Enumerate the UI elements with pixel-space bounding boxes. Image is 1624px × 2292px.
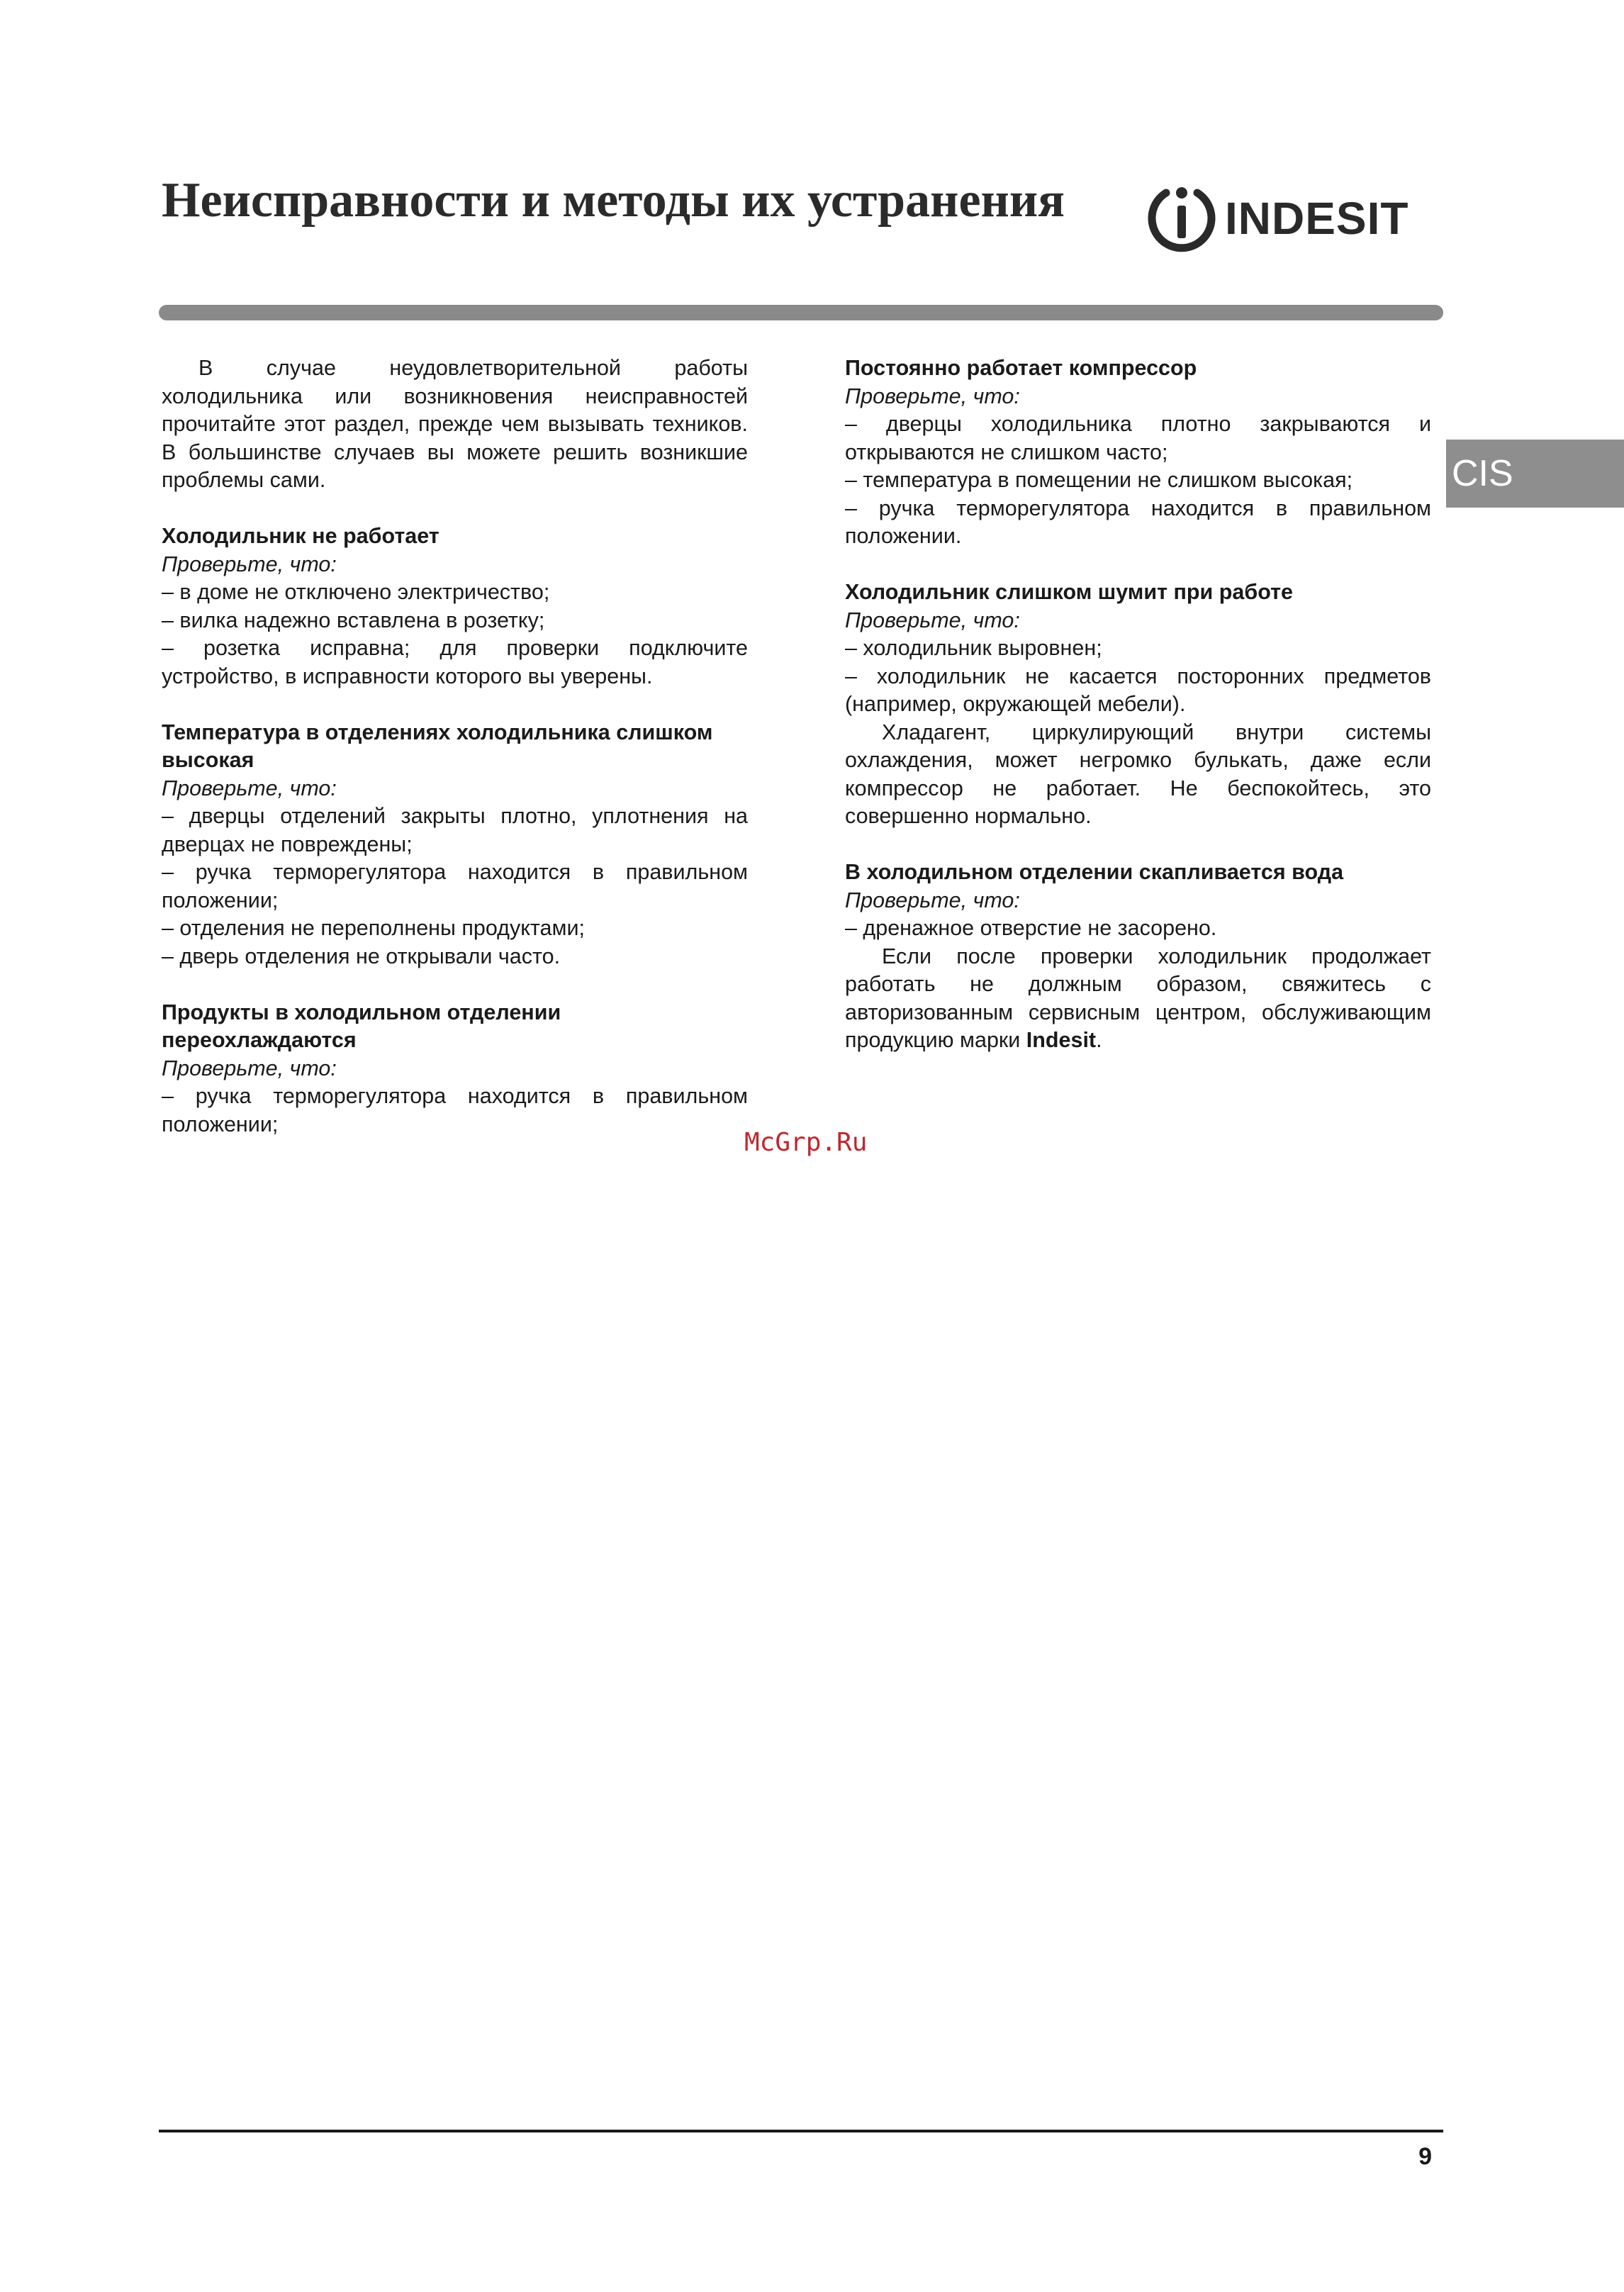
section-check-label: Проверьте, что:: [845, 384, 1020, 408]
section-heading: В холодильном отделении скапливается вода: [845, 860, 1344, 884]
section-not-working: [162, 522, 748, 691]
section-heading: Холодильник не работает: [162, 524, 439, 548]
list-item: – ручка терморегулятора находится в правильном положении;: [162, 860, 748, 912]
section-water: [845, 859, 1431, 943]
section-heading: Постоянно работает компрессор: [845, 356, 1197, 380]
list-item: – в доме не отключено электричество;: [162, 580, 550, 604]
section-heading: Температура в отделениях холодильника слишком высокая: [162, 720, 713, 772]
list-item: – холодильник не касается посторонних предметов (например, окружающей мебели).: [845, 664, 1431, 716]
page-number: 9: [1418, 2143, 1432, 2170]
section-temperature-high: [162, 719, 748, 971]
intro-paragraph: В случае неудовлетворительной работы холодильника или возникновения неисправностей прочитайте этот раздел, прежде чем вызывать техников. В большинстве случаев вы можете решить возникшие проблемы сами.: [162, 356, 748, 492]
section-heading: Холодильник слишком шумит при работе: [845, 580, 1293, 604]
section-check-label: Проверьте, что:: [162, 776, 337, 800]
list-item: – дверцы отделений закрыты плотно, уплотнения на дверцах не повреждены;: [162, 804, 748, 856]
header-divider: [159, 305, 1443, 320]
list-item: – ручка терморегулятора находится в правильном положении.: [845, 496, 1431, 548]
section-overcooling: [162, 999, 748, 1139]
closing-end: .: [1096, 1028, 1102, 1052]
section-check-label: Проверьте, что:: [162, 1056, 337, 1080]
footer-divider: [159, 2130, 1443, 2132]
list-item: – температура в помещении не слишком высокая;: [845, 468, 1353, 492]
closing-paragraph: [845, 943, 1431, 1055]
page-title: Неисправности и методы их устранения: [162, 173, 1065, 228]
section-note: Хладагент, циркулирующий внутри системы охлаждения, может негромко булькать, даже если компрессор не работает. Не беспокойтесь, это совершенно нормально.: [845, 720, 1431, 828]
watermark: McGrp.Ru: [744, 1128, 868, 1157]
right-column: [845, 354, 1431, 1055]
section-heading: Продукты в холодильном отделении переохлаждаются: [162, 1000, 561, 1052]
section-check-label: Проверьте, что:: [845, 608, 1020, 632]
section-check-label: Проверьте, что:: [845, 888, 1020, 912]
list-item: – дверь отделения не открывали часто.: [162, 944, 561, 968]
indesit-power-logo-icon: [1143, 179, 1221, 257]
closing-brand: Indesit: [1026, 1028, 1097, 1052]
left-column: [162, 354, 748, 1139]
list-item: – дренажное отверстие не засорено.: [845, 916, 1217, 940]
section-noise: [845, 578, 1431, 831]
section-check-label: Проверьте, что:: [162, 552, 337, 576]
list-item: – розетка исправна; для проверки подключите устройство, в исправности которого вы уверены.: [162, 636, 748, 688]
list-item: – вилка надежно вставлена в розетку;: [162, 608, 545, 632]
brand-logo: [1143, 179, 1433, 257]
list-item: – холодильник выровнен;: [845, 636, 1102, 660]
list-item: – ручка терморегулятора находится в правильном положении;: [162, 1084, 748, 1136]
list-item: – дверцы холодильника плотно закрываются и открываются не слишком часто;: [845, 412, 1431, 464]
language-tab: CIS: [1446, 440, 1624, 508]
section-compressor: [845, 354, 1431, 551]
brand-wordmark: INDESIT: [1225, 193, 1409, 244]
list-item: – отделения не переполнены продуктами;: [162, 916, 585, 940]
closing-text: Если после проверки холодильник продолжает работать не должным образом, свяжитесь с авторизованным сервисным центром, обслуживающим продукцию марки: [845, 944, 1431, 1052]
